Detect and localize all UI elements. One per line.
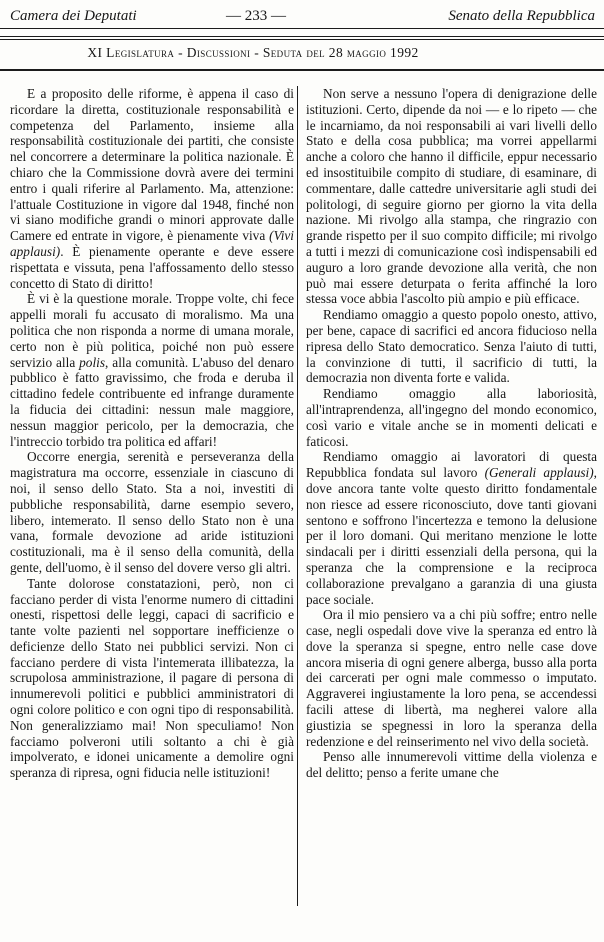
paragraph xyxy=(306,449,597,607)
italic-text: (Vivi applausi) xyxy=(10,228,294,259)
header-rule-top xyxy=(0,28,604,29)
paragraph xyxy=(10,86,294,291)
header-rule-bottom xyxy=(0,69,604,71)
column-divider xyxy=(297,86,298,906)
body-text: Rendiamo omaggio ai lavoratori di questa Repubblica fondata sul lavoro xyxy=(306,449,597,481)
paragraph xyxy=(10,291,294,449)
header-left-title: Camera dei Deputati xyxy=(10,8,137,24)
body-text: Penso alle innumerevoli vittime della violenza e del delitto; penso a ferite umane che xyxy=(306,749,597,781)
paragraph xyxy=(10,576,294,781)
header-double-rule-1 xyxy=(0,36,604,37)
paragraph xyxy=(306,607,597,749)
body-text: Rendiamo omaggio alla laboriosità, all'intraprendenza, all'ingegno del mondo economico, così vario e vitale anche se in momenti delicati e faticosi. xyxy=(306,386,597,449)
body-text: È vi è la questione morale. Troppe volte, chi fece appelli morali fu accusato di moralismo. Ma una politica che non risponda a norme di umana morale, certo non è più politica, poiché non può essere servizio alla xyxy=(10,291,294,370)
session-title: XI Legislatura - Discussioni - Seduta del 28 maggio 1992 xyxy=(87,45,419,60)
page-number: — 233 — xyxy=(226,8,286,24)
column-left xyxy=(10,86,294,781)
body-text: Ora il mio pensiero va a chi più soffre; entro nelle case, negli ospedali dove vive la speranza ed entro là dove la speranza si spegne, entro nelle case dove ancora miseria di ogni genere alberga, busso alla porta dei carcerati per ogni male commesso o imputato. Aggraverei ingiustamente la loro pena, se accendessi facili attese di libertà, ma negherei valore alla giustizia se spegnessi in loro la speranza della redenzione e del reinserimento nel vivo della società. xyxy=(306,607,597,749)
body-text: Rendiamo omaggio a questo popolo onesto, attivo, per bene, capace di sacrifici ed ancora fiducioso nella ripresa dello Stato democratico. Senza l'aiuto di tutti, la convinzione di tutti, il sacrificio di tutti, la democrazia non diventa forte e valida. xyxy=(306,307,597,386)
body-text: E a proposito delle riforme, è appena il caso di ricordare la diretta, costituzionale responsabilità e competenza del Parlamento, insieme alla responsabilità costituzionale dei partiti, che consiste nel concorrere a determinare la politica nazionale. È chiaro che la Commissione dovrà avere dei termini entro i quali riferire al Parlamento. Ma, attenzione: l'attuale Costituzione in vigore dal 1948, finché non vi siano modifiche grandi o minori approvate dalle Camere ed entrate in vigore, è pienamente viva xyxy=(10,86,294,244)
body-text: Occorre energia, serenità e perseveranza della magistratura ma occorre, essenziale in ciascuno di noi, il senso dello Stato. Sta a noi, investiti di pubbliche responsabilità, darne esempio severo, libero, intemerato. Il senso dello Stato non è una vana, formale devozione ad aride istituzioni costituzionali, ma è il senso della comunità, della gente, dell'uomo, è il senso del dovere verso gli altri. xyxy=(10,449,294,575)
body-text: , alla comunità. L'abuso del denaro pubblico è fatto gravissimo, che froda e deruba il cittadino fedele contribuente ed infrange duramente la fiducia dei cittadini: nessun male maggiore, nessun maggior pericolo, per la democrazia, che l'intreccio torbido tra politica ed affari! xyxy=(10,354,294,449)
header-row xyxy=(0,6,604,28)
column-right xyxy=(306,86,597,781)
italic-text: (Generali applausi) xyxy=(484,465,594,481)
header-double-rule-2 xyxy=(0,39,604,40)
paragraph xyxy=(306,749,597,781)
italic-text: polis xyxy=(79,354,106,370)
body-text: . È pienamente operante e deve essere rispettata e vissuta, pena l'affossamento dello stesso concetto di Stato di diritto! xyxy=(10,243,294,291)
paragraph xyxy=(306,86,597,307)
header-right-title: Senato della Repubblica xyxy=(448,8,595,24)
body-text: , dove ancora tante volte questo diritto fondamentale non riesce ad essere riconosciuto, dove tanti giovani sentono e soffrono l'incertezza e temono la delusione per il loro domani. Qui meritano menzione le lotte sindacali per i diritti essenziali della persona, qui la speranza che la comprensione e la reciproca collaborazione prevalgano a garanzia di una giusta pace sociale. xyxy=(306,465,597,607)
paragraph xyxy=(10,449,294,575)
body-text: Tante dolorose constatazioni, però, non ci facciano perder di vista l'enorme numero di cittadini onesti, rispettosi delle leggi, capaci di sacrificio e tante volte pazienti nel sopportare inefficienze o deficienze dello Stato nei pubblici servizi. Non ci facciano perdere di vista l'intemerata illibatezza, la scrupolosa amministrazione, il pagare di persona di innumerevoli politici e pubblici amministratori di ogni colore politico e con ogni tipo di responsabilità. Non generalizziamo mai! Non speculiamo! Non facciamo polveroni utili soltanto a chi è già impolverato, e idonei unicamente a demolire ogni speranza di ripresa, ogni fiducia nelle istituzioni! xyxy=(10,575,294,781)
paragraph xyxy=(306,307,597,386)
paragraph xyxy=(306,386,597,449)
body-text: Non serve a nessuno l'opera di denigrazione delle istituzioni. Certo, dipende da noi — e lo ripeto — che le incarniamo, da noi responsabili ai vari livelli dello Stato e della cosa pubblica; ma vorrei appellarmi anche a coloro che hanno il difficile, eppur necessario ed insostituibile compito di studiare, di esaminare, di commentare, dalle cattedre universitarie agli studi dei politologi, di seguire giorno per giorno la vita della nazione. Mi rivolgo alla stampa, che ringrazio con grande rispetto per il suo compito difficile; mi rivolgo a tutti i mezzi di comunicazione così indispensabili ed auguro a loro grande devozione alla verità, che non può mai essere deturpata o ferita affinché la loro stessa voce abbia l'ascolto più ampio e più efficace. xyxy=(306,86,597,307)
